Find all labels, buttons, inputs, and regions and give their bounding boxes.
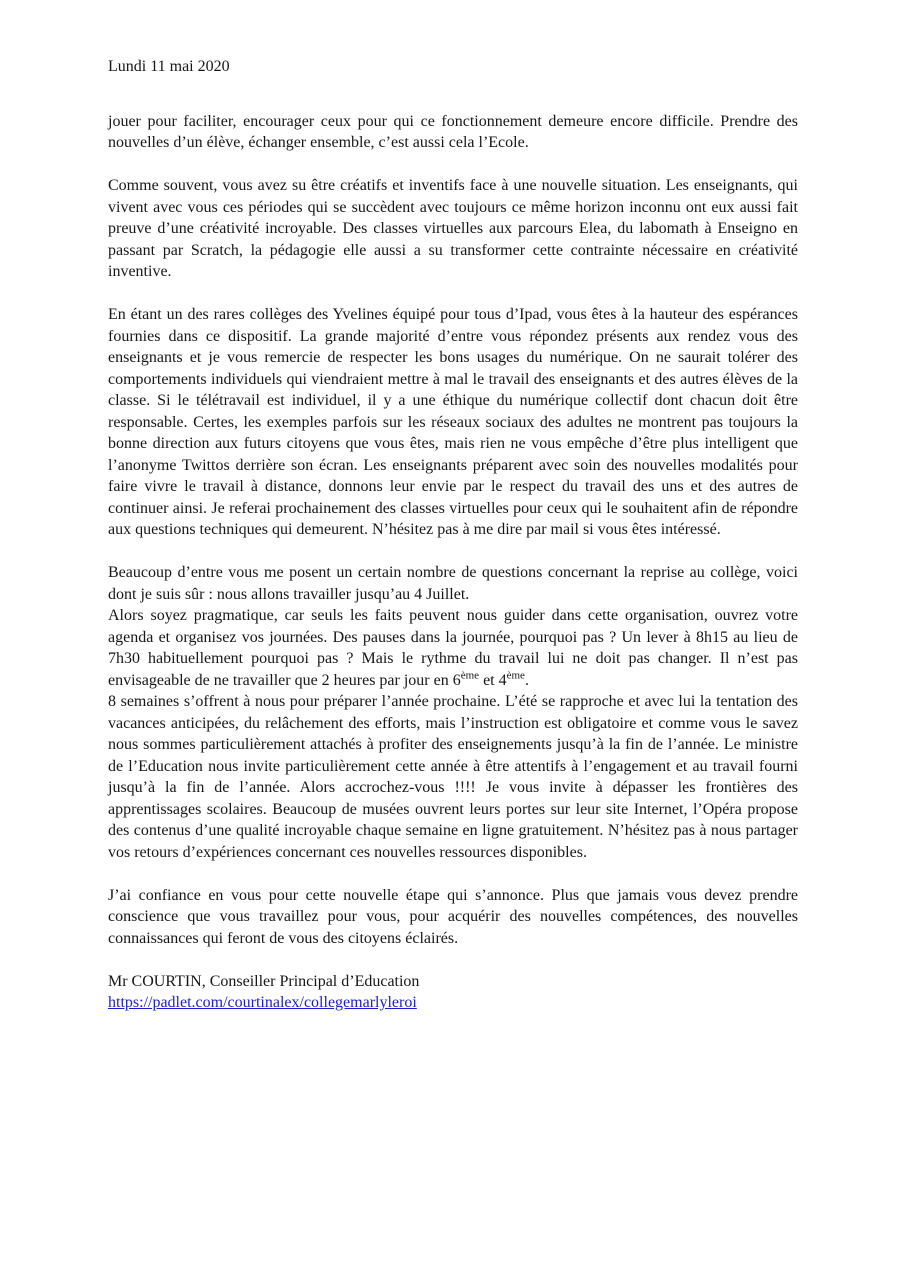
date-line: Lundi 11 mai 2020	[108, 58, 230, 75]
schedule-text-end: .	[524, 671, 529, 689]
schedule-text-mid: et 4	[479, 671, 507, 689]
paragraph-confidence: J’ai confiance en vous pour cette nouvelle étape qui s’annonce. Plus que jamais vous devez prendre conscience que vous travaillez pour vous, pour acquérir des nouvelles compétences, des nouvelles connaissances qui feront de vous des citoyens éclairés.	[108, 886, 798, 947]
superscript-eme: ème	[506, 669, 525, 682]
superscript-eme: ème	[460, 669, 480, 682]
schedule-text-start: Alors soyez pragmatique, car seuls les faits peuvent nous guider dans cette organisation, ouvrez votre agenda et organisez vos journées. Des pauses dans la journée, pourquoi pas ? Un lever à 8h15 au lieu de 7h30 habituellement pourquoi pas ? Mais le rythme du travail lui ne doit pas changer. Il n’est pas envisageable de ne travailler que 2 heures par jour en 6	[108, 607, 798, 689]
link-line	[108, 992, 798, 1014]
signature-line: Mr COURTIN, Conseiller Principal d’Education	[108, 972, 420, 990]
paragraph-ipad-ethics: En étant un des rares collèges des Yvelines équipé pour tous d’Ipad, vous êtes à la hauteur des espérances fournies dans ce dispositif. La grande majorité d’entre vous répondez présents aux rendez vous des enseignants et je vous remercie de respecter les bons usages du numérique. On ne saurait tolérer des comportements individuels qui viendraient mettre à mal le travail des enseignants et des autres élèves de la classe. Si le télétravail est individuel, il y a une éthique du numérique collectif dont chacun doit être responsable. Certes, les exemples parfois sur les réseaux sociaux des adultes ne montrent pas toujours la bonne direction aux futurs citoyens que vous êtes, mais rien ne vous empêche d’être plus intelligent que l’anonyme Twittos derrière son écran. Les enseignants préparent avec soin des nouvelles modalités pour faire vivre le travail à distance, donnons leur envie par le respect du travail des uns et des autres de continuer ainsi. Je referai prochainement des classes virtuelles pour ceux qui le souhaitent afin de répondre aux questions techniques qui demeurent. N’hésitez pas à me dire par mail si vous êtes intéressé.	[108, 306, 798, 538]
paragraph-creativity: Comme souvent, vous avez su être créatifs et inventifs face à une nouvelle situation. Les enseignants, qui vivent avec vous ces périodes qui se succèdent avec toujours ce même horizon inconnu ont eux aussi fait preuve d’une créativité incroyable. Des classes virtuelles aux parcours Elea, du labomath à Enseigno en passant par Scratch, la pédagogie elle aussi a su transformer cette contrainte nécessaire en créativité inventive.	[108, 177, 798, 280]
paragraph-intro: jouer pour faciliter, encourager ceux pour qui ce fonctionnement demeure encore difficile. Prendre des nouvelles d’un élève, échanger ensemble, c’est aussi cela l’Ecole.	[108, 112, 798, 151]
paragraph-reprise-questions: Beaucoup d’entre vous me posent un certain nombre de questions concernant la reprise au collège, voici dont je suis sûr : nous allons travailler jusqu’au 4 Juillet.	[108, 564, 798, 603]
paragraph-summer-resources: 8 semaines s’offrent à nous pour préparer l’année prochaine. L’été se rapproche et avec lui la tentation des vacances anticipées, du relâchement des efforts, mais l’instruction est obligatoire et comme vous le savez nous sommes particulièrement attachés à profiter des enseignements jusqu’à la fin de l’année. Le ministre de l’Education nous invite particulièrement cette année à être attentifs à l’engagement et au travail fourni jusqu’à la fin de l’année. Alors accrochez-vous !!!! Je vous invite à dépasser les frontières des apprentissages scolaires. Beaucoup de musées ouvrent leurs portes sur leur site Internet, l’Opéra propose des contenus d’une qualité incroyable chaque semaine en ligne gratuitement. N’hésitez pas à nous partager vos retours d’expériences concernant ces nouvelles ressources disponibles.	[108, 693, 798, 861]
paragraph-schedule	[108, 605, 798, 691]
padlet-link[interactable]: https://padlet.com/courtinalex/collegemarlyleroi	[108, 994, 417, 1011]
